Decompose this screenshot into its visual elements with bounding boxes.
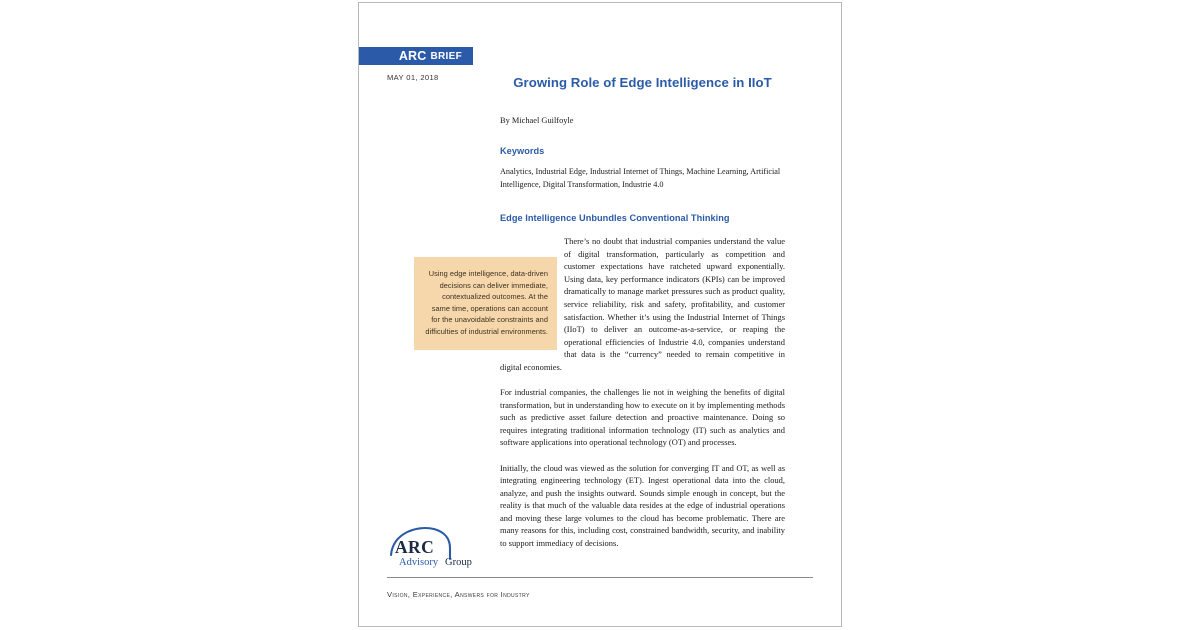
document-content-column: [425, 75, 785, 550]
footer-divider: [387, 577, 813, 578]
article-section-heading: Edge Intelligence Unbundles Conventional Thinking: [500, 213, 730, 223]
arc-advisory-group-logo: [387, 525, 479, 569]
body-paragraph: For industrial companies, the challenges lie not in weighing the benefits of digital transformation, but in understanding how to execute on it by implementing methods such as predictive asset failure detection and proactive maintenance. Doing so requires integrating traditional information technology (IT) such as analytics and software applications into operational technology (OT) and processes.: [500, 387, 785, 448]
banner-arc-label: ARC: [398, 49, 427, 63]
page-title: Growing Role of Edge Intelligence in IIoT: [513, 75, 772, 90]
author-byline: By Michael Guilfoyle: [500, 116, 574, 125]
banner-brief-label: BRIEF: [430, 50, 462, 62]
svg-text:Advisory: Advisory: [399, 557, 439, 568]
svg-text:ARC: ARC: [395, 537, 435, 557]
body-paragraph: Initially, the cloud was viewed as the solution for converging IT and OT, as well as integrating engineering technology (ET). Ingest operational data into the cloud, analyze, and push the insights outward. Sounds simple enough in concept, but the reality is that much of the valuable data resides at the edge of industrial operations and moving these large volumes to the cloud has become problematic. There are many reasons for this, including cost, constrained bandwidth, security, and inability to support immediacy of decisions.: [500, 462, 785, 549]
document-page: [358, 2, 842, 627]
footer-tagline: Vision, Experience, Answers for Industry: [387, 590, 530, 599]
document-date: MAY 01, 2018: [387, 73, 439, 82]
body-paragraph: There’s no doubt that industrial companies understand the value of digital transformation, particularly as competition and customer expectations have ratcheted upward exponentially. Using data, key performance indicators (KPIs) can be improved dramatically to manage market pressures such as product quality, service reliability, risk and safety, profitability, and customer satisfaction. Whether it’s using the Industrial Internet of Things (IIoT) to deliver an outcome-as-a-service, or reaping the operational efficiencies of Industrie 4.0, companies understand that data is the “currency” needed to remain competitive in digital economies.: [500, 236, 785, 372]
arc-brief-banner: [359, 47, 473, 65]
arc-logo-graphic: [387, 525, 479, 569]
keywords-list: Analytics, Industrial Edge, Industrial Internet of Things, Machine Learning, Artificial Intelligence, Digital Transformation, Industrie 4.0: [500, 167, 781, 189]
article-body: [425, 235, 785, 550]
svg-text:Group: Group: [445, 557, 472, 568]
pull-quote-callout: Using edge intelligence, data-driven decisions can deliver immediate, contextualized outcomes. At the same time, operations can account for the unavoidable constraints and difficulties of industrial environments.: [414, 257, 557, 350]
keywords-heading: Keywords: [500, 146, 545, 156]
